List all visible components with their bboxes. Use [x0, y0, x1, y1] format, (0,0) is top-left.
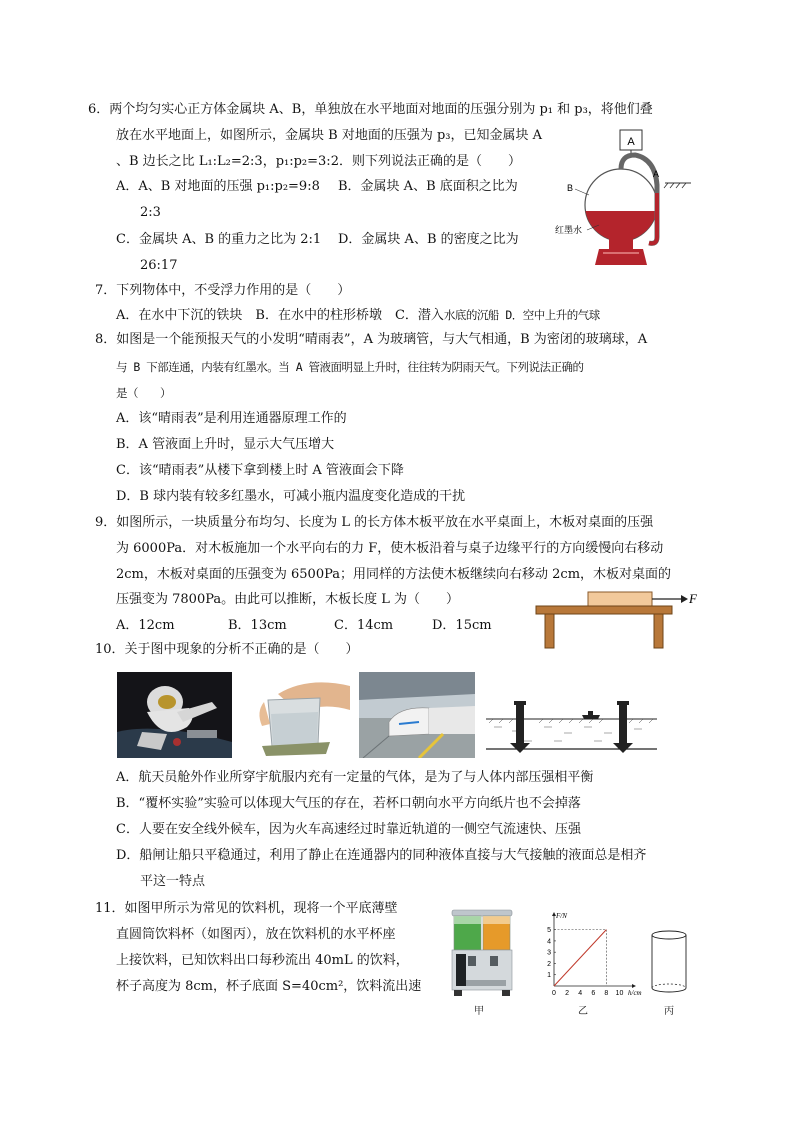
q6-option-d: D．金属块 A、B 的密度之比为: [338, 232, 519, 247]
x-axis-arrow: [632, 984, 636, 988]
y-tick-label: 5: [547, 927, 551, 935]
q6-option-d-value: 26:17: [140, 258, 178, 273]
q9-option-a: A．12cm: [116, 618, 175, 633]
cup-figure: [648, 928, 690, 998]
q11-line3: 上接饮料，已知饮料出口每秒流出 40mL 的饮料，: [116, 953, 409, 968]
figure-bing-label: 丙: [664, 1006, 674, 1017]
q9-option-c: C．14cm: [334, 618, 394, 633]
q7-options-part1: A．在水中下沉的铁块 B．在水中的柱形桥墩 C．潜入: [116, 308, 444, 323]
x-tick-label: 2: [565, 990, 570, 997]
series-line: [554, 930, 606, 986]
cup-experiment-photo: [238, 672, 354, 758]
figure-yi-label: 乙: [578, 1006, 588, 1017]
q10-option-d: D．船闸让船只平稳通过，利用了静止在连通器内的同种液体直接与大气接触的液面总是相齐: [116, 848, 647, 863]
q9-line3: 2cm，木板对桌面的压强变为 6500Pa；用同样的方法使木板继续向右移动 2cm，木板对桌面的: [116, 567, 672, 582]
drink-machine-figure: [448, 908, 516, 998]
q8-option-d: D．B 球内装有较多红墨水，可减小瓶内温度变化造成的干扰: [116, 489, 466, 504]
q8-line2: 与 B 下部连通，内装有红墨水。当 A 管液面明显上升时，往往转为阴雨天气。下列说法正确的: [116, 360, 584, 374]
q9-option-b: B．13cm: [228, 618, 287, 633]
q6-line3: 、B 边长之比 L₁:L₂=2:3，p₁:p₂=3:2．则下列说法正确的是（ ）: [116, 154, 521, 169]
y-tick-label: 4: [547, 938, 551, 946]
x-axis-label: h/cm: [628, 989, 642, 997]
q10-option-b: B．“覆杯实验”实验可以体现大气压的存在，若杯口朝向水平方向纸片也不会掉落: [116, 796, 581, 811]
q10-option-a: A．航天员舱外作业所穿宇航服内充有一定量的气体，是为了与人体内部压强相平衡: [116, 770, 594, 785]
block-a-label: A: [627, 136, 635, 148]
q9-line2: 为 6000Pa．对木板施加一个水平向右的力 F，使木板沿着与桌子边缘平行的方向缓慢向右移动: [116, 541, 664, 556]
q11-line1: 11．如图甲所示为常见的饮料机，现将一个平底薄壁: [95, 901, 398, 916]
x-tick-label: 6: [591, 990, 596, 997]
q6-line2: 放在水平地面上，如图所示，金属块 B 对地面的压强为 p₃，已知金属块 A: [116, 128, 543, 143]
x-tick-label: 8: [604, 990, 609, 997]
x-tick-label: 0: [552, 990, 556, 997]
q6-line1: 6．两个均匀实心正方体金属块 A、B，单独放在水平地面对地面的压强分别为 p₁ 和 p₃，将他们叠: [88, 102, 653, 117]
red-ink-label: 红墨水: [555, 225, 583, 235]
y-tick-label: 3: [547, 949, 551, 957]
q11-line4: 杯子高度为 8cm，杯子底面 S=40cm²，饮料流出速: [116, 979, 422, 994]
q6-option-a: A．A、B 对地面的压强 p₁:p₂=9:8: [116, 179, 320, 194]
q8-option-b: B．A 管液面上升时，显示大气压增大: [116, 437, 335, 452]
y-tick-label: 1: [547, 972, 551, 980]
y-tick-label: 2: [547, 960, 551, 968]
q8-line3: 是（ ）: [116, 386, 171, 400]
q6-option-c: C．金属块 A、B 的重力之比为 2:1: [116, 232, 322, 247]
q10-line1: 10．关于图中现象的分析不正确的是（ ）: [95, 642, 359, 657]
astronaut-photo: [117, 672, 232, 758]
weather-glass-figure: [553, 125, 693, 270]
table-board-figure: [533, 588, 703, 650]
q7-options-part2: 水底的沉船 D．空中上升的气球: [443, 308, 600, 322]
force-height-chart: [540, 908, 650, 1006]
ball-b-label: B: [567, 183, 574, 193]
q8-option-a: A．该“晴雨表”是利用连通器原理工作的: [116, 411, 347, 426]
y-axis-label: F/N: [556, 912, 567, 920]
q9-option-d: D．15cm: [432, 618, 492, 633]
train-station-photo: [359, 672, 475, 758]
q8-option-c: C．该“晴雨表”从楼下拿到楼上时 A 管液面会下降: [116, 463, 404, 478]
q10-option-d-cont: 平这一特点: [140, 874, 206, 889]
x-tick-label: 4: [578, 990, 583, 997]
q8-line1: 8．如图是一个能预报天气的小发明“晴雨表”，A 为玻璃管，与大气相通，B 为密闭的玻璃球，A: [95, 332, 648, 347]
q7-line2: [116, 306, 600, 325]
q9-line4: 压强变为 7800Pa。由此可以推断，木板长度 L 为（ ）: [116, 592, 460, 607]
q6-option-b: B．金属块 A、B 底面积之比为: [338, 179, 518, 194]
q11-line2: 直圆筒饮料杯（如图丙），放在饮料机的水平杯座: [116, 927, 396, 942]
ship-lock-diagram: [484, 697, 659, 755]
q10-option-c: C．人要在安全线外候车，因为火车高速经过时靠近轨道的一侧空气流速快、压强: [116, 822, 581, 837]
figure-jia-label: 甲: [474, 1006, 484, 1017]
x-tick-label: 10: [615, 990, 624, 997]
force-f-label: F: [689, 591, 697, 606]
q9-line1: 9．如图所示，一块质量分布均匀、长度为 L 的长方体木板平放在水平桌面上，木板对桌面的压强: [95, 515, 654, 530]
q7-line1: 7．下列物体中，不受浮力作用的是（ ）: [95, 283, 351, 298]
tube-a-label: A: [653, 169, 660, 179]
q6-option-b-value: 2:3: [140, 205, 161, 220]
